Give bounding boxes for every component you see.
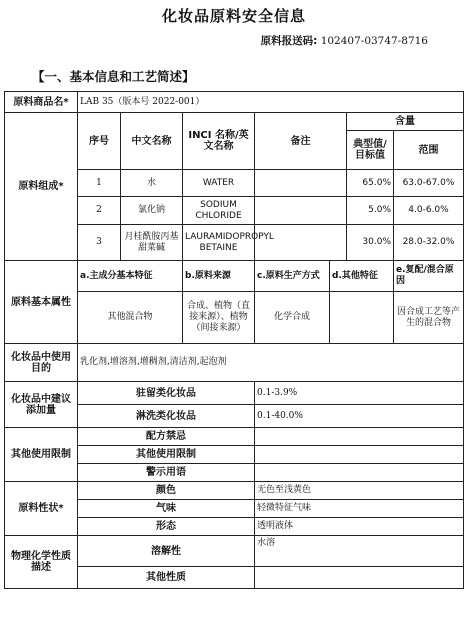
product-name-value: LAB 35（版本号 2022-001） <box>78 92 464 113</box>
submission-code <box>261 33 428 48</box>
usage-label: 化妆品中使用目的 <box>5 344 78 382</box>
property-value: 透明液体 <box>255 518 464 536</box>
row-inci-name: SODIUM CHLORIDE <box>183 197 255 225</box>
attr-other-feature <box>330 292 394 344</box>
property-row <box>5 482 464 500</box>
attr-source-header: b.原料来源 <box>183 261 255 292</box>
col-remark: 备注 <box>255 113 347 170</box>
col-inci-name: INCI 名称/英文名称 <box>183 113 255 170</box>
section-title: 【一、基本信息和工艺简述】 <box>32 69 195 84</box>
property-label: 形态 <box>78 518 255 536</box>
property-value: 轻微特征气味 <box>255 500 464 518</box>
info-table <box>4 91 464 589</box>
row-typical: 5.0% <box>347 197 394 225</box>
row-range: 28.0-32.0% <box>394 225 464 261</box>
rinse-off-value: 0.1-40.0% <box>255 405 464 428</box>
limits-item-label: 警示用语 <box>78 464 255 482</box>
dosage-label: 化妆品中建议添加量 <box>5 382 78 428</box>
row-cn-name: 水 <box>121 170 183 197</box>
attr-other-feature-header: d.其他特征 <box>330 261 394 292</box>
row-remark <box>255 225 347 261</box>
attr-mix-reason-header: e.复配/混合原因 <box>394 261 464 292</box>
row-seq: 3 <box>78 225 121 261</box>
row-typical: 65.0% <box>347 170 394 197</box>
attr-production-header: c.原料生产方式 <box>255 261 330 292</box>
limits-label: 其他使用限制 <box>5 428 78 482</box>
composition-header-row <box>5 113 464 131</box>
product-name-row <box>5 92 464 113</box>
physchem-item-label: 其他性质 <box>78 567 255 589</box>
leave-on-value: 0.1-3.9% <box>255 382 464 405</box>
col-typical: 典型值/目标值 <box>347 131 394 170</box>
row-range: 63.0-67.0% <box>394 170 464 197</box>
row-remark <box>255 197 347 225</box>
physchem-row <box>5 536 464 567</box>
attr-source: 合成、植物（直接来源）、植物（间接来源） <box>183 292 255 344</box>
properties-label: 原料性状* <box>5 482 78 536</box>
submission-code-value: 102407-03747-8716 <box>320 35 428 47</box>
physchem-item-value <box>255 567 464 589</box>
limits-row <box>5 428 464 446</box>
attributes-header-row <box>5 261 464 292</box>
col-cn-name: 中文名称 <box>121 113 183 170</box>
attr-main-feature-header: a.主成分基本特征 <box>78 261 183 292</box>
attributes-label: 原料基本属性 <box>5 261 78 344</box>
composition-label: 原料组成* <box>5 113 78 261</box>
submission-code-label: 原料报送码: <box>260 35 318 47</box>
physchem-item-label: 溶解性 <box>78 536 255 567</box>
attr-mix-reason: 因合成工艺等产生的混合物 <box>394 292 464 344</box>
usage-value: 乳化剂,增溶剂,增稠剂,清洁剂,起泡剂 <box>78 344 464 382</box>
row-cn-name: 月桂酰胺丙基甜菜碱 <box>121 225 183 261</box>
physchem-label: 物理化学性质描述 <box>5 536 78 589</box>
physchem-item-value: 水溶 <box>255 536 464 567</box>
product-name-label: 原料商品名* <box>5 92 78 113</box>
limits-item-value <box>255 446 464 464</box>
limits-item-label: 其他使用限制 <box>78 446 255 464</box>
row-range: 4.0-6.0% <box>394 197 464 225</box>
property-label: 颜色 <box>78 482 255 500</box>
document-title: 化妆品原料安全信息 <box>161 7 306 25</box>
property-value: 无色至浅黄色 <box>255 482 464 500</box>
row-typical: 30.0% <box>347 225 394 261</box>
attr-production: 化学合成 <box>255 292 330 344</box>
row-inci-name: LAURAMIDOPROPYL BETAINE <box>183 225 255 261</box>
row-inci-name: WATER <box>183 170 255 197</box>
row-remark <box>255 170 347 197</box>
limits-item-value <box>255 428 464 446</box>
limits-item-label: 配方禁忌 <box>78 428 255 446</box>
limits-item-value <box>255 464 464 482</box>
rinse-off-label: 淋洗类化妆品 <box>78 405 255 428</box>
col-seq: 序号 <box>78 113 121 170</box>
row-cn-name: 氯化钠 <box>121 197 183 225</box>
dosage-leave-on-row <box>5 382 464 405</box>
property-label: 气味 <box>78 500 255 518</box>
row-seq: 1 <box>78 170 121 197</box>
usage-row <box>5 344 464 382</box>
leave-on-label: 驻留类化妆品 <box>78 382 255 405</box>
col-range: 范围 <box>394 131 464 170</box>
row-seq: 2 <box>78 197 121 225</box>
attr-main-feature: 其他混合物 <box>78 292 183 344</box>
col-content: 含量 <box>347 113 464 131</box>
